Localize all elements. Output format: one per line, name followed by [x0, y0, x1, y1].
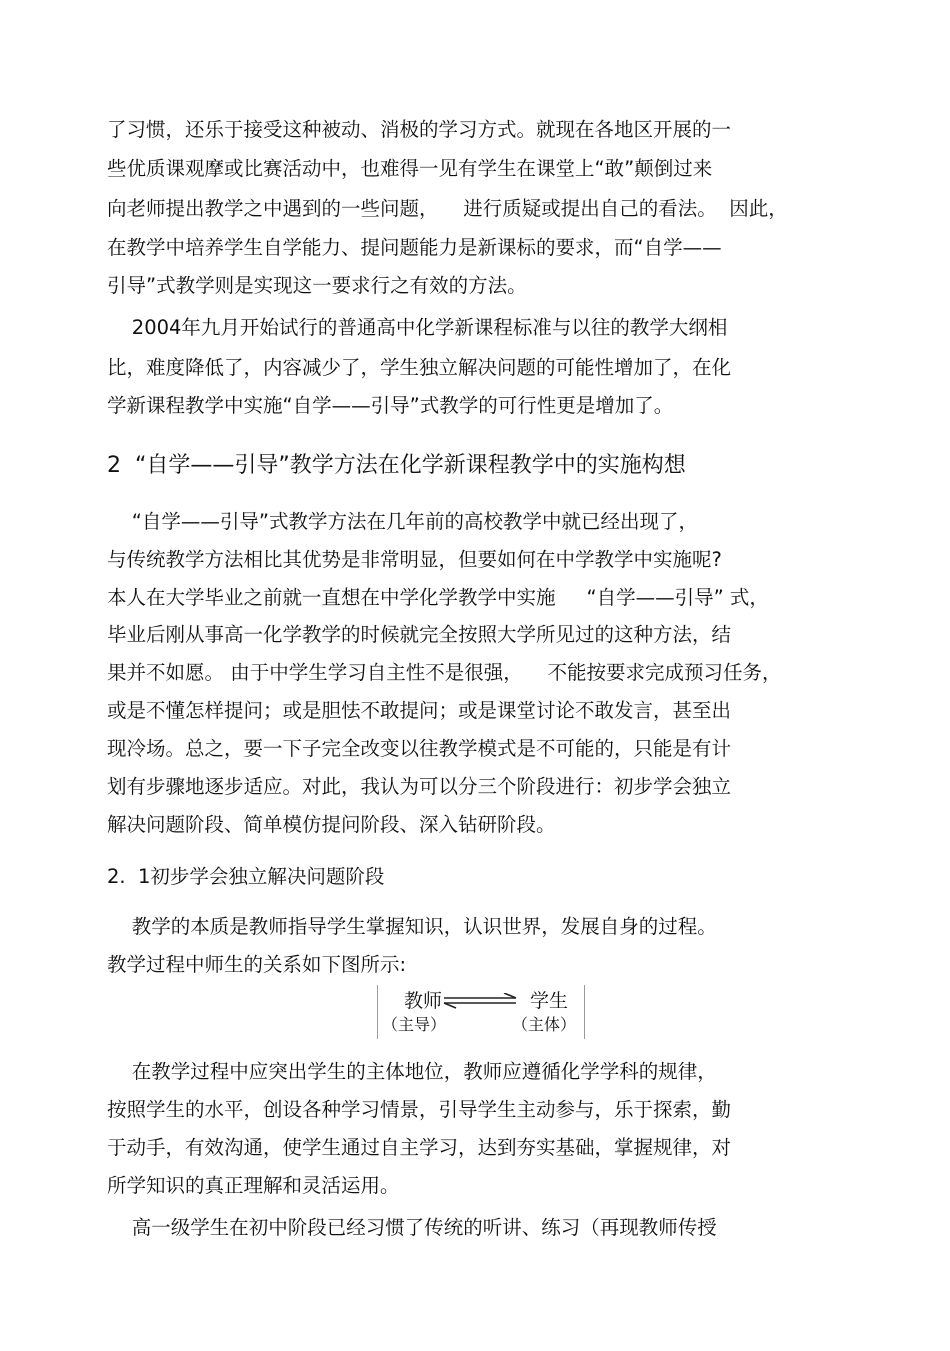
line-11: 与传统教学方法相比其优势是非常明显，但要如何在中学教学中实施呢? — [107, 548, 722, 571]
teacher-student-diagram — [377, 985, 585, 1039]
line-26: 高一级学生在初中阶段已经习惯了传统的听讲、练习（再现教师传授 — [107, 1216, 717, 1239]
subsection-heading: 2. 1初步学会独立解决问题阶段 — [107, 865, 385, 888]
line-24: 于动手，有效沟通，使学生通过自主学习，达到夯实基础，掌握规律，对 — [107, 1136, 732, 1159]
line-22: 在教学过程中应突出学生的主体地位，教师应遵循化学学科的规律， — [107, 1060, 717, 1083]
line-8: 学新课程教学中实施“自学——引导”式教学的可行性更是增加了。 — [107, 394, 674, 417]
student-label: 学生 — [530, 990, 569, 1012]
line-25: 所学知识的真正理解和灵活运用。 — [107, 1174, 400, 1197]
line-21: 教学过程中师生的关系如下图所示: — [107, 953, 407, 976]
line-18: 解决问题阶段、简单模仿提问阶段、深入钻研阶段。 — [107, 813, 556, 836]
student-role-label: （主体） — [512, 1015, 577, 1034]
line-3: 向老师提出教学之中遇到的一些问题， 进行质疑或提出自己的看法。 因此， — [107, 197, 788, 220]
line-16: 现冷场。总之，要一下子完全改变以往教学模式是不可能的，只能是有计 — [107, 737, 732, 760]
section-heading: 2 “自学——引导”教学方法在化学新课程教学中的实施构想 — [107, 453, 686, 478]
line-2: 些优质课观摩或比赛活动中，也难得一见有学生在课堂上“敢”颠倒过来 — [107, 157, 713, 180]
line-10: “自学——引导”式教学方法在几年前的高校教学中就已经出现了， — [107, 510, 698, 533]
bidirectional-arrow-icon — [440, 993, 520, 1009]
line-20: 教学的本质是教师指导学生掌握知识，认识世界，发展自身的过程。 — [107, 915, 717, 938]
line-4: 在教学中培养学生自学能力、提问题能力是新课标的要求，而“自学—— — [107, 236, 722, 259]
line-17: 划有步骤地逐步适应。对此，我认为可以分三个阶段进行：初步学会独立 — [107, 775, 732, 798]
line-5: 引导”式教学则是实现这一要求行之有效的方法。 — [107, 274, 527, 297]
line-7: 比，难度降低了，内容减少了，学生独立解决问题的可能性增加了，在化 — [107, 356, 732, 379]
teacher-role-label: （主导） — [382, 1015, 447, 1034]
line-14: 果并不如愿。 由于中学生学习自主性不是很强， 不能按要求完成预习任务， — [107, 661, 782, 684]
line-15: 或是不懂怎样提问；或是胆怯不敢提问；或是课堂讨论不敢发言，甚至出 — [107, 699, 732, 722]
line-1: 了习惯，还乐于接受这种被动、消极的学习方式。就现在各地区开展的一 — [107, 118, 732, 141]
line-23: 按照学生的水平，创设各种学习情景，引导学生主动参与，乐于探索，勤 — [107, 1098, 732, 1121]
line-6: 2004年九月开始试行的普通高中化学新课程标准与以往的教学大纲相 — [107, 316, 728, 339]
line-12: 本人在大学毕业之前就一直想在中学化学教学中实施 “自学——引导” 式， — [107, 586, 769, 609]
line-13: 毕业后刚从事高一化学教学的时候就完全按照大学所见过的这种方法，结 — [107, 623, 732, 646]
teacher-label: 教师 — [404, 990, 443, 1012]
